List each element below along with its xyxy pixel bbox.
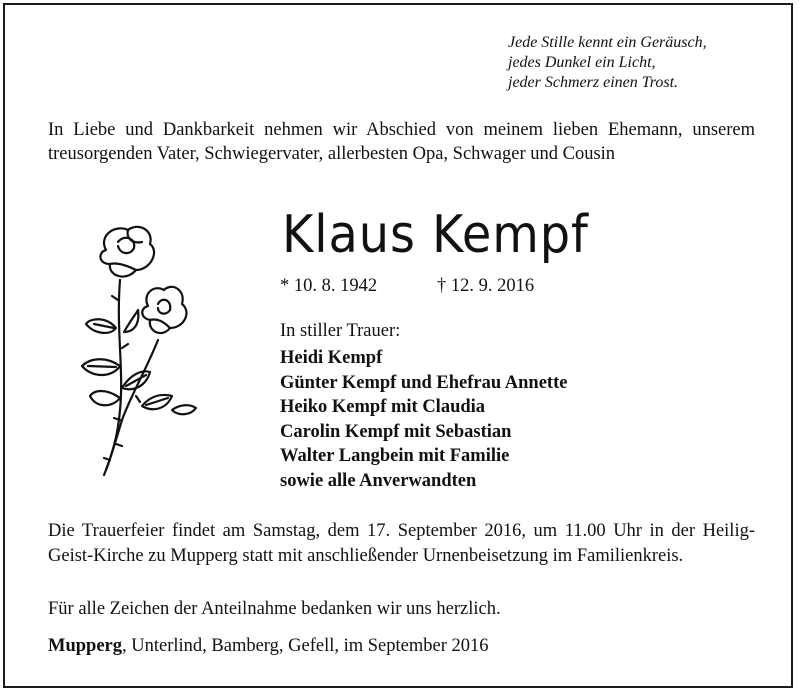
life-dates: [280, 276, 535, 297]
ceremony-text: Die Trauerfeier findet am Samstag, dem 17. September 2016, um 11.00 Uhr in der Heilig-Geist-Kirche zu Mupperg statt mit anschließender Urnenbeisetzung im Familienkreis.: [48, 521, 755, 566]
motto-line: jedes Dunkel ein Licht,: [508, 54, 656, 71]
motto-line: jeder Schmerz einen Trost.: [508, 74, 679, 91]
birth-date: * 10. 8. 1942: [280, 276, 378, 296]
place-date-line: [48, 636, 489, 657]
mourner-name: Carolin Kempf mit Sebastian: [280, 421, 512, 442]
mourner-name: Heiko Kempf mit Claudia: [280, 397, 486, 418]
place-town: Mupperg: [48, 636, 122, 656]
thanks-text: Für alle Zeichen der Anteilnahme bedanken wir uns herzlich.: [48, 599, 501, 619]
mourning-label: In stiller Trauer:: [280, 321, 401, 341]
mourner-name: sowie alle Anverwandten: [280, 470, 477, 491]
motto: [508, 33, 707, 93]
intro-text: In Liebe und Dankbarkeit nehmen wir Abschied von meinem lieben Ehemann, unserem treusorgenden Vater, Schwiegervater, allerbesten Opa, Schwager und Cousin: [48, 120, 755, 164]
mourner-name: Günter Kempf und Ehefrau Annette: [280, 372, 568, 393]
rose-illustration: [76, 220, 206, 488]
mourner-name: Walter Langbein mit Familie: [280, 446, 510, 467]
deceased-name: Klaus Kempf: [282, 205, 589, 265]
motto-line: Jede Stille kennt ein Geräusch,: [508, 34, 707, 51]
place-rest: , Unterlind, Bamberg, Gefell, im September 2016: [122, 636, 489, 656]
mourners-list: [280, 346, 567, 494]
death-date: † 12. 9. 2016: [437, 276, 535, 296]
mourner-name: Heidi Kempf: [280, 348, 383, 368]
